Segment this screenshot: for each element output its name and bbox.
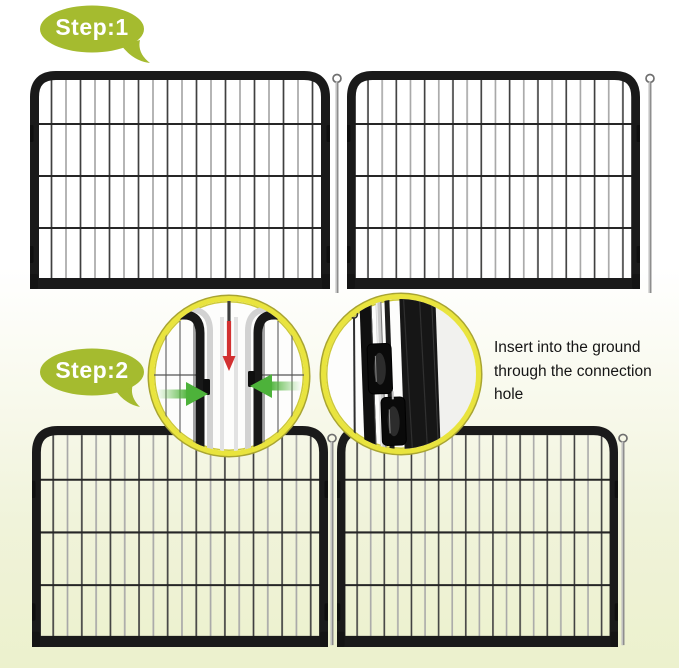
instruction-caption (494, 336, 676, 407)
fence-panel-top-right (347, 71, 640, 289)
ground-stake-bottom-right (617, 433, 629, 647)
ground-stake-top-right (644, 73, 656, 295)
step-2-label: Step:2 (55, 357, 129, 383)
caption-line: through the connection (494, 362, 652, 380)
fence-panel-bottom-right (337, 426, 618, 647)
ground-stake-bottom-junction (326, 433, 338, 647)
fence-panel-bottom-left (32, 426, 328, 647)
caption-line: hole (494, 386, 524, 404)
red-insert-arrow-icon (223, 301, 236, 371)
caption-line: Insert into the ground (494, 339, 641, 356)
detail-circle-connection-closeup (321, 294, 481, 454)
step-2-bubble (36, 346, 166, 410)
stake-loop-icon (350, 311, 357, 318)
detail-circle-panel-alignment (149, 296, 309, 456)
connection-photo (349, 299, 441, 449)
step-1-label: Step:1 (55, 14, 129, 40)
fence-panel-top-left (30, 71, 330, 289)
ground-stake-top-middle (331, 73, 343, 295)
step-1-bubble (36, 3, 166, 67)
